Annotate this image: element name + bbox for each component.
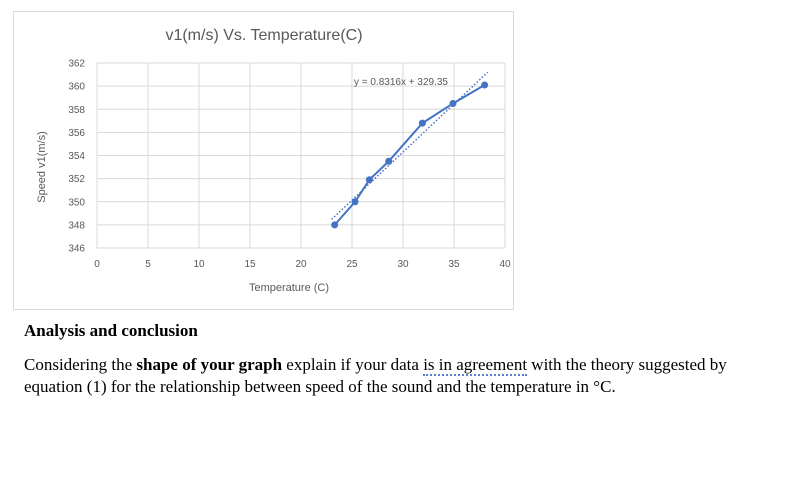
trendline-group <box>332 72 488 219</box>
y-axis-title: Speed v1(m/s) <box>36 131 48 203</box>
data-point <box>449 100 456 107</box>
x-tick-label: 40 <box>499 259 511 270</box>
data-point <box>352 198 359 205</box>
chart-title: v1(m/s) Vs. Temperature(C) <box>165 27 363 44</box>
trendline-equation: y = 0.8316x + 329.35 <box>354 77 448 88</box>
para-text-3: with the theory suggested by equation (1) for the relationship between speed of the sound and the temperature in °C. <box>24 355 727 396</box>
section-heading: Analysis and conclusion <box>24 321 198 340</box>
y-tick-label: 352 <box>68 174 85 186</box>
question-paragraph <box>24 354 764 398</box>
data-point <box>385 158 392 165</box>
data-point <box>331 221 338 228</box>
x-axis-title: Temperature (C) <box>248 282 330 294</box>
y-tick-label: 360 <box>68 81 85 93</box>
x-tick-label: 25 <box>346 259 358 270</box>
x-tick-label: 5 <box>145 259 151 270</box>
gridlines <box>97 63 505 248</box>
para-text-2: explain if your data <box>282 355 424 374</box>
x-tick-label: 0 <box>94 259 100 270</box>
data-point <box>419 120 426 127</box>
series-group <box>331 81 488 228</box>
para-underlined-text: is in agreement <box>423 355 528 374</box>
data-point <box>481 81 488 88</box>
x-tick-labels <box>94 259 511 270</box>
y-tick-label: 348 <box>68 220 85 232</box>
para-bold-text: shape of your graph <box>136 355 283 374</box>
x-tick-label: 20 <box>295 259 307 270</box>
x-tick-label: 35 <box>448 259 460 270</box>
x-tick-label: 15 <box>244 259 256 270</box>
y-tick-label: 350 <box>68 197 85 209</box>
chart-container <box>13 11 514 310</box>
y-tick-label: 354 <box>68 151 85 162</box>
y-tick-label: 362 <box>68 58 85 70</box>
data-point <box>366 176 373 183</box>
scatter-chart <box>14 12 515 311</box>
x-tick-label: 10 <box>193 259 205 270</box>
x-tick-label: 30 <box>397 259 409 270</box>
para-text-1: Considering the <box>24 355 137 374</box>
y-tick-label: 358 <box>68 104 85 116</box>
y-tick-label: 356 <box>68 127 85 139</box>
y-tick-labels <box>68 59 85 255</box>
trendline <box>332 72 488 219</box>
y-tick-label: 346 <box>68 243 85 255</box>
